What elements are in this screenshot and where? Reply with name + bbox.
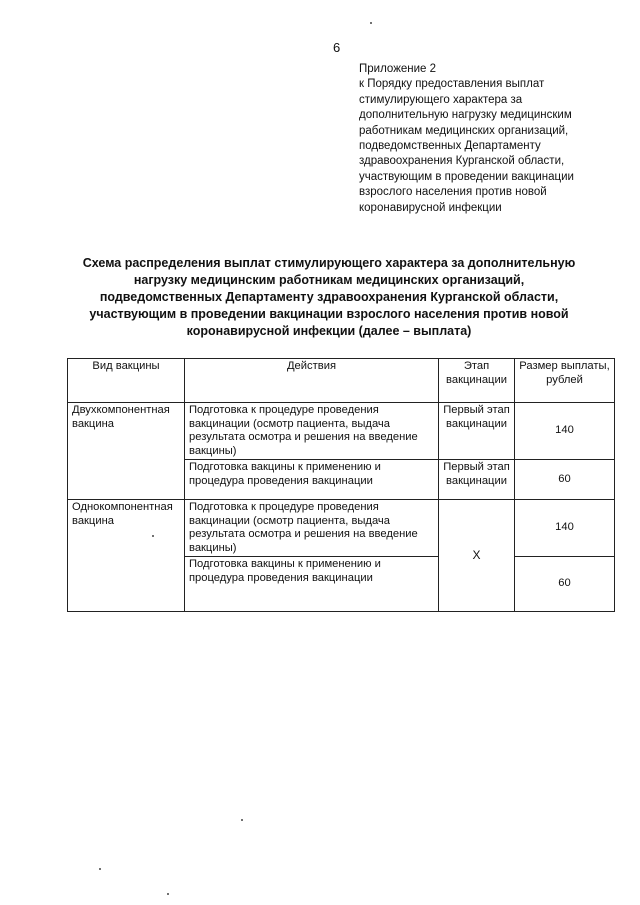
- appendix-line: подведомственных Департаменту: [359, 140, 541, 153]
- scan-speck: [370, 22, 372, 24]
- cell-amount: 140: [515, 500, 615, 557]
- title-line: подведомственных Департаменту здравоохранения Курганской области,: [99, 290, 559, 304]
- appendix-line: взрослого населения против новой: [359, 186, 547, 199]
- scan-speck: [241, 819, 243, 821]
- table-row: [68, 500, 615, 557]
- header-actions: Действия: [185, 359, 439, 403]
- cell-action: Подготовка вакцины к применению и процедура проведения вакцинации: [185, 460, 439, 500]
- header-amount: Размер выплаты, рублей: [515, 359, 615, 403]
- scan-speck: [167, 893, 169, 895]
- appendix-line: к Порядку предоставления выплат: [359, 78, 545, 91]
- appendix-line: участвующим в проведении вакцинации: [359, 170, 574, 183]
- scan-speck: [152, 535, 154, 537]
- cell-amount: 140: [515, 403, 615, 460]
- cell-stage: Первый этап вакцинации: [439, 460, 515, 500]
- header-stage: Этап вакцинации: [439, 359, 515, 403]
- appendix-line: работникам медицинских организаций,: [359, 124, 569, 137]
- payment-scheme-table: [67, 358, 615, 612]
- title-line: участвующим в проведении вакцинации взрослого населения против новой: [89, 307, 569, 321]
- appendix-header: [359, 62, 629, 216]
- cell-vaccine-type: Однокомпонентная вакцина: [68, 500, 185, 612]
- title-line: нагрузку медицинским работникам медицинских организаций,: [133, 273, 525, 287]
- cell-action: Подготовка вакцины к применению и процедура проведения вакцинации: [185, 557, 439, 612]
- table-row: [68, 403, 615, 460]
- appendix-line: дополнительную нагрузку медицинским: [359, 109, 572, 122]
- cell-amount: 60: [515, 557, 615, 612]
- cell-stage: Первый этап вакцинации: [439, 403, 515, 460]
- page-number: 6: [333, 40, 341, 55]
- cell-action: Подготовка к процедуре проведения вакцинации (осмотр пациента, выдача результата осмотра и решения на введение вакцины): [185, 500, 439, 557]
- table-header-row: [68, 359, 615, 403]
- appendix-line: стимулирующего характера за: [359, 93, 523, 106]
- document-title: [60, 255, 598, 340]
- cell-stage: X: [439, 500, 515, 612]
- cell-amount: 60: [515, 460, 615, 500]
- appendix-line: коронавирусной инфекции: [359, 201, 502, 214]
- appendix-line: здравоохранения Курганской области,: [359, 155, 565, 168]
- title-line: коронавирусной инфекции (далее – выплата): [186, 324, 472, 338]
- scan-speck: [99, 868, 101, 870]
- appendix-line: Приложение 2: [359, 63, 437, 75]
- cell-action: Подготовка к процедуре проведения вакцинации (осмотр пациента, выдача результата осмотра и решения на введение вакцины): [185, 403, 439, 460]
- cell-vaccine-type: Двухкомпонентная вакцина: [68, 403, 185, 500]
- header-vaccine-type: Вид вакцины: [68, 359, 185, 403]
- title-line: Схема распределения выплат стимулирующего характера за дополнительную: [82, 256, 576, 270]
